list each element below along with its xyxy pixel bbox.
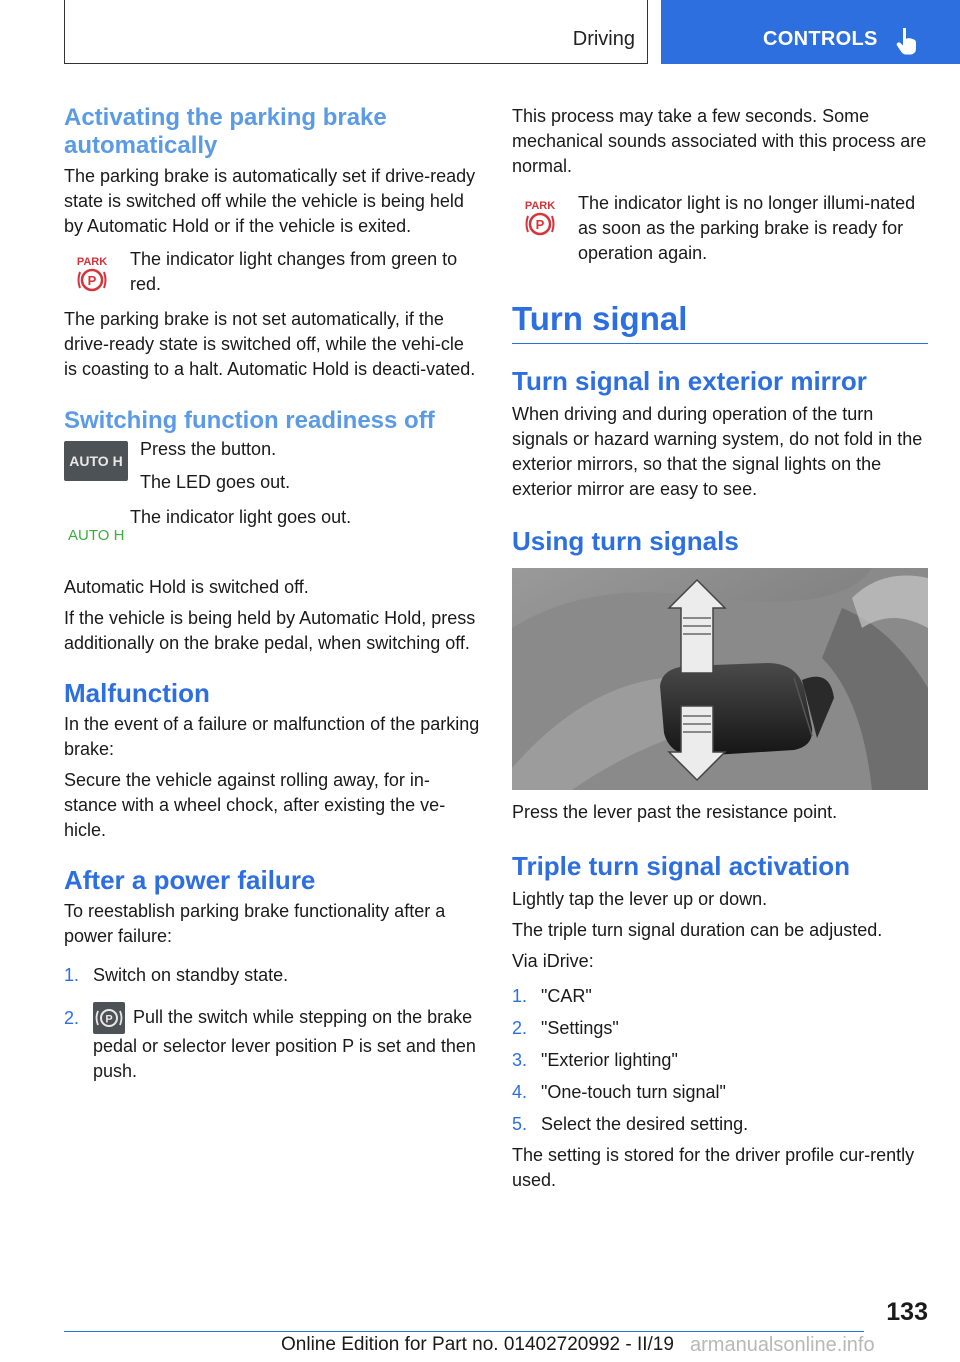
list-text: "Settings" — [541, 1018, 619, 1038]
list-text: "CAR" — [541, 986, 592, 1006]
paragraph: The parking brake is not set automatically, if the drive-ready state is switched off, while the vehi-cle is coasting to a halt. Automatic Hold is deacti-vated. — [64, 309, 476, 379]
list-item — [512, 984, 928, 1009]
indicator-row — [512, 191, 928, 281]
list-item — [512, 1080, 928, 1105]
list-text-with-icon — [93, 1002, 480, 1084]
svg-text:P: P — [105, 1013, 113, 1026]
left-column — [64, 96, 480, 1084]
indicator-text-no-longer-illuminated: The indicator light is no longer illumi-nated as soon as the parking brake is ready for operation again. — [578, 193, 916, 263]
press-button-text: Press the button. — [140, 439, 277, 459]
heading-activating-parking-brake: Activating the parking brake automatically — [64, 104, 387, 159]
image-caption: Press the lever past the resistance point. — [512, 802, 838, 822]
page-number: 133 — [886, 1298, 928, 1326]
list-number: 2. — [512, 1018, 528, 1038]
paragraph: This process may take a few seconds. Some mechanical sounds associated with this process are normal. — [512, 106, 927, 176]
svg-text:P: P — [535, 217, 545, 232]
svg-text:PARK: PARK — [524, 200, 556, 212]
list-text: Select the desired setting. — [541, 1114, 749, 1134]
indicator-out-text: The indicator light goes out. — [130, 507, 352, 527]
list-item — [64, 1002, 480, 1084]
paragraph: Automatic Hold is switched off. — [64, 577, 309, 597]
heading-switching-readiness-off: Switching function readiness off — [64, 407, 435, 434]
heading-turn-signal-mirror: Turn signal in exterior mirror — [512, 366, 867, 396]
tab-controls-label: CONTROLS — [763, 28, 878, 50]
paragraph: If the vehicle is being held by Automatic Hold, press additionally on the brake pedal, when switching off. — [64, 608, 476, 653]
right-column — [512, 96, 928, 1193]
indicator-row — [64, 247, 480, 297]
footer-edition: Online Edition for Part no. 01402720992 - II/19 — [281, 1334, 674, 1355]
auto-h-button-icon: AUTO H — [64, 441, 128, 481]
auto-h-indicator-icon: AUTO H — [68, 527, 125, 544]
park-brake-red-icon — [522, 197, 558, 237]
heading-triple-turn-signal: Triple turn signal activation — [512, 851, 851, 881]
led-out-text: The LED goes out. — [140, 472, 291, 492]
list-number: 1. — [64, 965, 80, 985]
paragraph: The setting is stored for the driver profile cur-rently used. — [512, 1145, 915, 1190]
heading-after-power-failure: After a power failure — [64, 865, 316, 895]
list-number: 1. — [512, 986, 528, 1006]
svg-text:PARK: PARK — [76, 256, 108, 268]
svg-text:P: P — [87, 273, 97, 288]
watermark: armanualsonline.info — [690, 1334, 875, 1356]
parking-brake-switch-icon — [93, 1002, 125, 1034]
list-item — [512, 1112, 928, 1137]
footer-divider — [64, 1331, 864, 1332]
park-brake-red-icon — [74, 253, 110, 293]
list-text: "Exterior lighting" — [541, 1050, 678, 1070]
list-number: 4. — [512, 1082, 528, 1102]
paragraph: The triple turn signal duration can be adjusted. — [512, 920, 883, 940]
list-number: 2. — [64, 1008, 80, 1028]
paragraph: In the event of a failure or malfunction of the parking brake: — [64, 714, 480, 759]
indicator-text-green-to-red: The indicator light changes from green to red. — [130, 249, 458, 294]
tab-controls[interactable] — [661, 0, 960, 64]
heading-malfunction: Malfunction — [64, 678, 210, 708]
paragraph: When driving and during operation of the turn signals or hazard warning system, do not fold in the exterior mirrors, so that the signal lights on the exterior mirror are easy to see. — [512, 404, 923, 499]
paragraph: Via iDrive: — [512, 951, 594, 971]
list-item — [512, 1048, 928, 1073]
list-number: 3. — [512, 1050, 528, 1070]
indicator-row — [64, 505, 480, 561]
button-row — [64, 437, 480, 503]
list-item — [64, 963, 480, 988]
list-text: Pull the switch while stepping on the brake pedal or selector lever position P is set and then push. — [93, 1006, 476, 1081]
header-section-title: Driving — [572, 28, 635, 50]
paragraph: Lightly tap the lever up or down. — [512, 889, 768, 909]
paragraph: To reestablish parking brake functionality after a power failure: — [64, 901, 446, 946]
list-item — [512, 1016, 928, 1041]
list-number: 5. — [512, 1114, 528, 1134]
paragraph: Secure the vehicle against rolling away, for in-stance with a wheel chock, after existing the ve-hicle. — [64, 770, 446, 840]
list-text: Switch on standby state. — [93, 965, 289, 985]
turn-signal-lever-image — [512, 568, 928, 790]
list-text: "One-touch turn signal" — [541, 1082, 726, 1102]
paragraph: The parking brake is automatically set if drive-ready state is switched off while the vehicle is being held by Automatic Hold or if the vehicle is exited. — [64, 166, 476, 236]
section-title-turn-signal: Turn signal — [512, 299, 928, 344]
pointing-hand-icon — [895, 26, 919, 56]
heading-using-turn-signals: Using turn signals — [512, 526, 739, 556]
